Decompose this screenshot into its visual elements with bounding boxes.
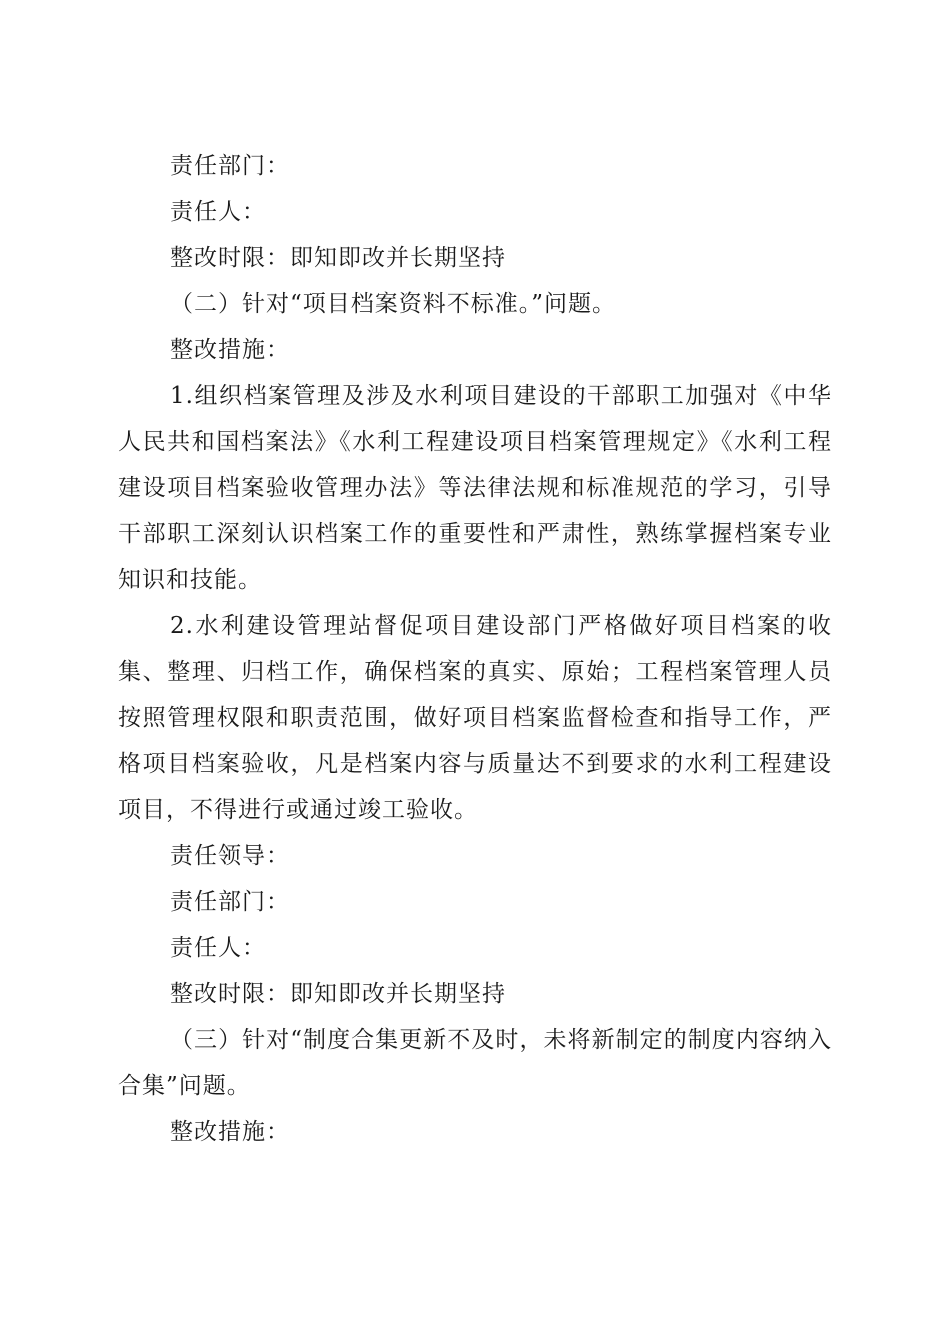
document-page [118, 143, 832, 1155]
measures-label-3: 整改措施： [170, 1119, 290, 1145]
rectification-deadline: 整改时限：即知即改并长期坚持 [170, 245, 506, 271]
responsible-leader-label: 责任领导： [170, 843, 290, 869]
section-heading-2: （二）针对“项目档案资料不标准。”问题。 [170, 291, 617, 317]
measures-label-2: 整改措施： [170, 337, 290, 363]
measure-item-2-2: 2.水利建设管理站督促项目建设部门严格做好项目档案的收集、整理、归档工作，确保档案的真实、原始；工程档案管理人员按照管理权限和职责范围，做好项目档案监督检查和指导工作，严格项目档案验收，凡是档案内容与质量达不到要求的水利工程建设项目，不得进行或通过竣工验收。 [118, 613, 832, 823]
responsible-person-label-2: 责任人： [170, 935, 266, 961]
measure-item-2-1: 1.组织档案管理及涉及水利项目建设的干部职工加强对《中华人民共和国档案法》《水利工程建设项目档案管理规定》《水利工程建设项目档案验收管理办法》等法律法规和标准规范的学习，引导干部职工深刻认识档案工作的重要性和严肃性，熟练掌握档案专业知识和技能。 [118, 383, 832, 593]
responsible-person-label: 责任人： [170, 199, 266, 225]
rectification-deadline-2: 整改时限：即知即改并长期坚持 [170, 981, 506, 1007]
responsible-department-label-2: 责任部门： [170, 889, 290, 915]
section-heading-3: （三）针对“制度合集更新不及时，未将新制定的制度内容纳入合集”问题。 [118, 1027, 832, 1099]
responsible-department-label: 责任部门： [170, 153, 290, 179]
